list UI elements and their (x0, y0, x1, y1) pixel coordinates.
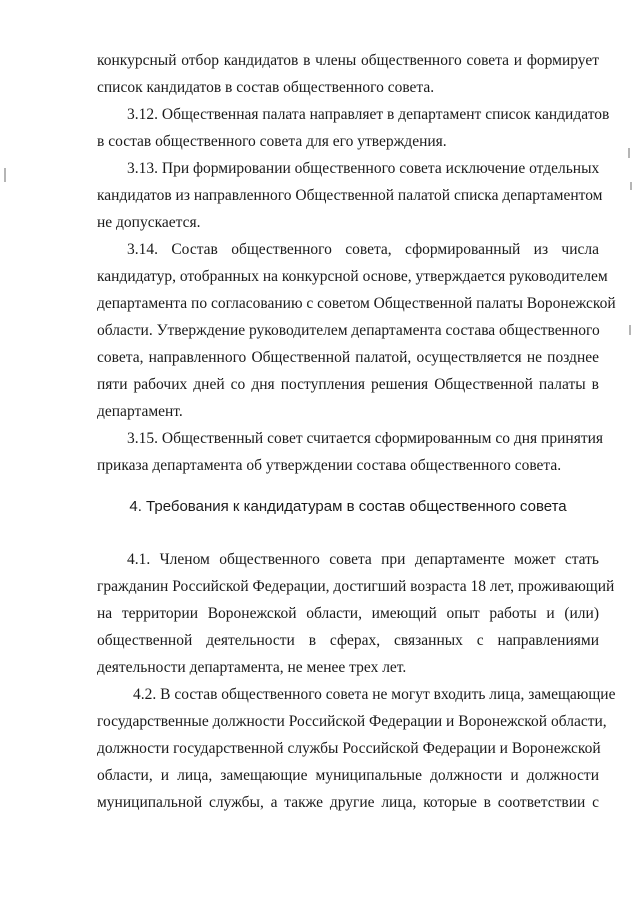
paragraph-line: государственные должности Российской Федерации и Воронежской области, (97, 713, 607, 730)
paragraph-line: приказа департамента об утверждении состава общественного совета. (97, 457, 562, 474)
paragraph-line: общественной деятельности в сферах, связанных с направлениями (97, 632, 599, 649)
paragraph-line: список кандидатов в состав общественного совета. (97, 79, 435, 96)
paragraph-line: 4.1. Членом общественного совета при департаменте может стать (127, 551, 599, 568)
paragraph-line: в состав общественного совета для его утверждения. (97, 133, 447, 150)
paragraph-line: конкурсный отбор кандидатов в члены общественного совета и формирует (97, 52, 599, 69)
paragraph-line: пяти рабочих дней со дня поступления решения Общественной палаты в (97, 376, 599, 393)
scan-edge-mark (4, 168, 6, 182)
paragraph-line: кандидатур, отобранных на конкурсной основе, утверждается руководителем (97, 268, 608, 285)
paragraph-line: департамент. (97, 403, 183, 420)
scan-edge-mark (629, 325, 631, 335)
paragraph-line: 3.13. При формировании общественного совета исключение отдельных (127, 160, 600, 177)
scan-edge-mark (628, 148, 630, 158)
scan-edge-mark (630, 182, 632, 190)
paragraph-line: не допускается. (97, 214, 201, 231)
paragraph-line: совета, направленного Общественной палатой, осуществляется не позднее (97, 349, 599, 366)
paragraph-line: гражданин Российской Федерации, достигший возраста 18 лет, проживающий (97, 578, 615, 595)
paragraph-line: департамента по согласованию с советом Общественной палаты Воронежской (97, 295, 616, 312)
paragraph-line: кандидатов из направленного Общественной палатой списка департаментом (97, 187, 603, 204)
paragraph-line: 4.2. В состав общественного совета не могут входить лица, замещающие (133, 686, 616, 703)
paragraph-line: 3.15. Общественный совет считается сформированным со дня принятия (127, 430, 604, 447)
paragraph-line: должности государственной службы Российской Федерации и Воронежской (97, 740, 601, 757)
paragraph-line: муниципальной службы, а также другие лица, которые в соответствии с (97, 794, 599, 811)
paragraph-line: на территории Воронежской области, имеющий опыт работы и (или) (97, 605, 599, 622)
paragraph-line: 3.12. Общественная палата направляет в департамент список кандидатов (127, 106, 610, 123)
paragraph-line: 3.14. Состав общественного совета, сформированный из числа (127, 241, 599, 258)
paragraph-line: деятельности департамента, не менее трех лет. (97, 659, 407, 676)
paragraph-line: области. Утверждение руководителем департамента состава общественного (97, 322, 600, 339)
paragraph-line: области, и лица, замещающие муниципальные должности и должности (97, 767, 599, 784)
section-heading: 4. Требования к кандидатурам в состав общественного совета (129, 498, 567, 515)
